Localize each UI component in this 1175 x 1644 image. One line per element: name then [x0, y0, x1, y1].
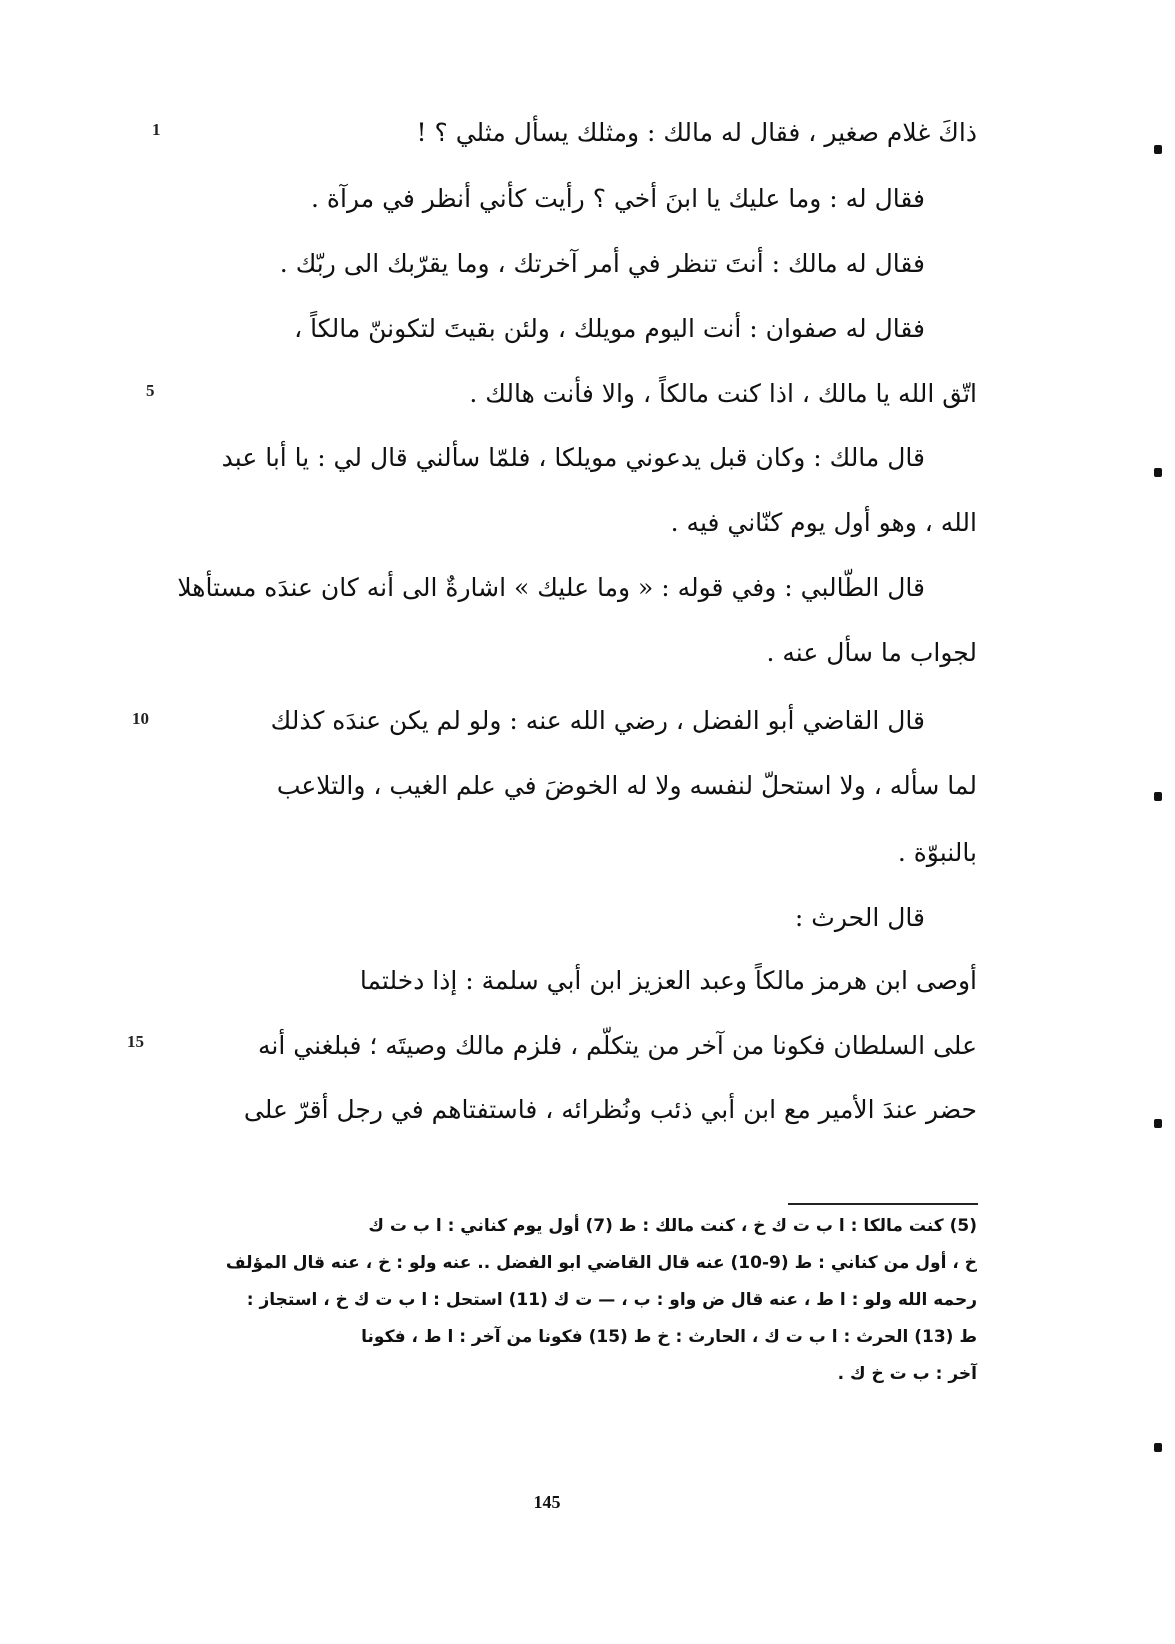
text-line: قال الطّالبي : وفي قوله : « وما عليك » اشارةٌ الى أنه كان عندَه مستأهلا: [177, 573, 925, 602]
margin-line-number: 15: [127, 1032, 144, 1051]
scan-mark: [1154, 1119, 1162, 1128]
footnote-line: (5) كنت مالكا : ا ب ت ك خ ، كنت مالك : ط (7) أول يوم كناني : ا ب ت ك: [368, 1216, 977, 1236]
text-line: على السلطان فكونا من آخر من يتكلّم ، فلزم مالك وصيتَه ؛ فبلغني أنه: [258, 1031, 977, 1060]
text-line: اتّق الله يا مالك ، اذا كنت مالكاً ، والا فأنت هالك .: [469, 379, 977, 408]
page-number: 145: [533, 1492, 561, 1512]
text-line: قال مالك : وكان قبل يدعوني مويلكا ، فلمّا سألني قال لي : يا أبا عبد: [221, 443, 925, 472]
margin-line-number: 10: [132, 709, 149, 728]
text-line: حضر عندَ الأمير مع ابن أبي ذئب ونُظرائه ، فاستفتاهم في رجل أقرّ على: [243, 1095, 977, 1124]
text-line: لما سأله ، ولا استحلّ لنفسه ولا له الخوضَ في علم الغيب ، والتلاعب: [276, 771, 977, 800]
scan-mark: [1154, 1443, 1162, 1452]
scan-mark: [1154, 792, 1162, 801]
footnote-line: رحمه الله ولو : ا ط ، عنه قال ض واو : ب ، — ت ك (11) استحل : ا ب ت ك خ ، استجاز :: [246, 1290, 977, 1310]
text-line: فقال له صفوان : أنت اليوم مويلك ، ولئن بقيتَ لتكوننّ مالكاً ،: [294, 314, 925, 343]
margin-line-number: 5: [146, 381, 155, 400]
text-line: ذاكَ غلام صغير ، فقال له مالك : ومثلك يسأل مثلي ؟ !: [416, 118, 977, 147]
footnote-line: ط (13) الحرث : ا ب ت ك ، الحارث : خ ط (15) فكونا من آخر : ا ط ، فكونا: [361, 1327, 977, 1347]
text-line: بالنبوّة .: [897, 838, 977, 867]
margin-line-number: 1: [152, 120, 161, 139]
scan-mark: [1154, 468, 1162, 477]
text-line: الله ، وهو أول يوم كنّاني فيه .: [670, 508, 977, 537]
text-line: لجواب ما سأل عنه .: [766, 638, 977, 667]
text-line: قال الحرث :: [794, 903, 925, 932]
footnote-line: آخر : ب ت خ ك .: [837, 1364, 977, 1384]
text-line: قال القاضي أبو الفضل ، رضي الله عنه : ولو لم يكن عندَه كذلك: [270, 706, 925, 735]
text-line: أوصى ابن هرمز مالكاً وعبد العزيز ابن أبي سلمة : إذا دخلتما: [359, 966, 977, 995]
footnote-rule: [788, 1203, 978, 1205]
text-line: فقال له : وما عليك يا ابنَ أخي ؟ رأيت كأني أنظر في مرآة .: [311, 184, 925, 213]
footnote-line: خ ، أول من كناني : ط (9-10) عنه قال القاضي ابو الفضل .. عنه ولو : خ ، عنه قال المؤلف: [225, 1253, 977, 1273]
text-line: فقال له مالك : أنتَ تنظر في أمر آخرتك ، وما يقرّبك الى ربّك .: [279, 249, 925, 278]
scan-mark: [1154, 145, 1162, 154]
